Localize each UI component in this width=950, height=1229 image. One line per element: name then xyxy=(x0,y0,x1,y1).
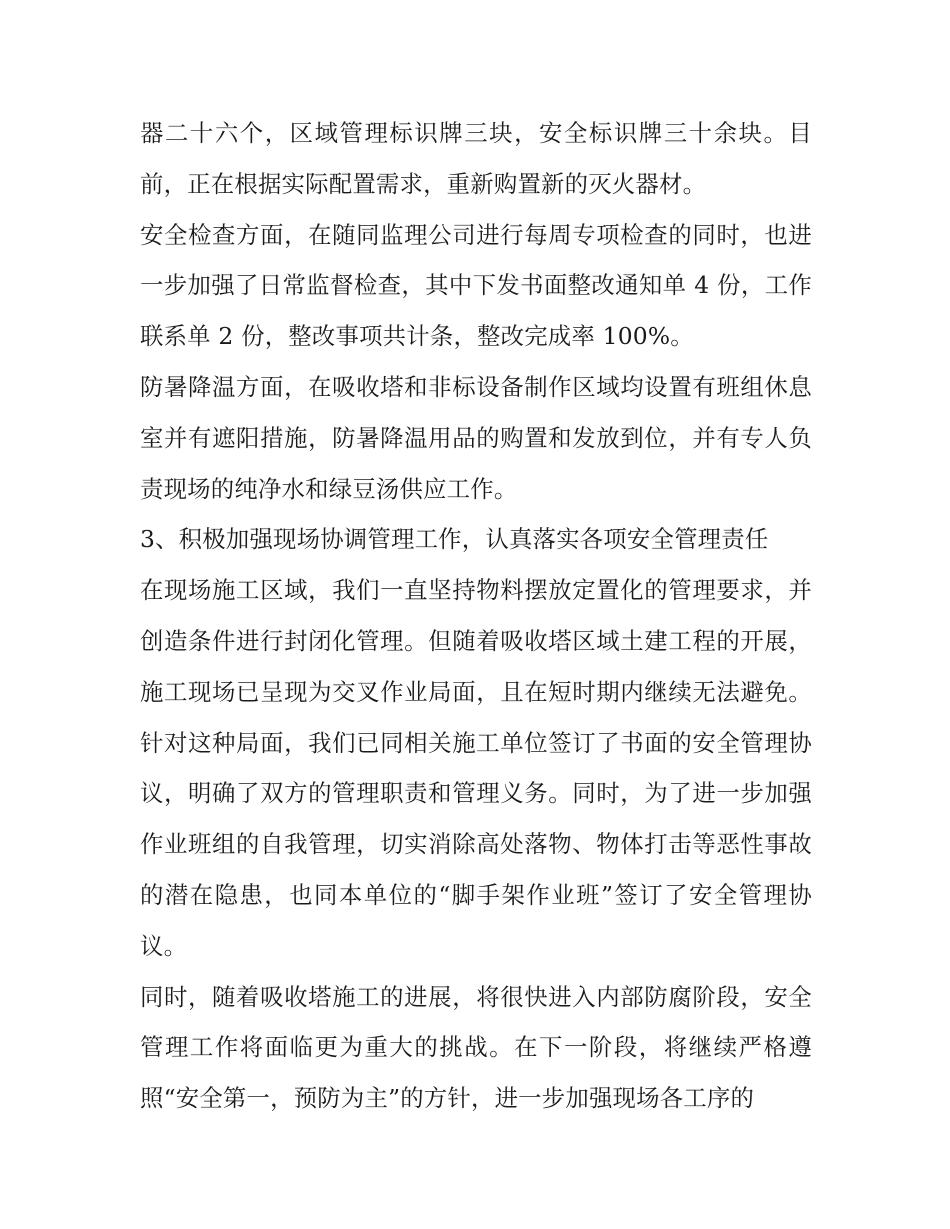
paragraph-next-stage: 同时，随着吸收塔施工的进展，将很快进入内部防腐阶段，安全管理工作将面临更为重大的挑战。在下一阶段，将继续严格遵照“安全第一，预防为主”的方针，进一步加强现场各工序的 xyxy=(140,982,812,1113)
paragraph-safety-inspection: 安全检查方面，在随同监理公司进行每周专项检查的同时，也进一步加强了日常监督检查，其中下发书面整改通知单 4 份，工作联系单 2 份，整改事项共计条，整改完成率 100%。 xyxy=(140,220,812,351)
paragraph-fire-equipment: 器二十六个，区域管理标识牌三块，安全标识牌三十余块。目前，正在根据实际配置需求，重新购置新的灭火器材。 xyxy=(140,119,812,198)
document-body xyxy=(140,108,812,1124)
section-heading-coordination: 3、积极加强现场协调管理工作，认真落实各项安全管理责任 xyxy=(140,525,769,554)
paragraph-site-management: 在现场施工区域，我们一直坚持物料摆放定置化的管理要求，并创造条件进行封闭化管理。但随着吸收塔区域土建工程的开展，施工现场已呈现为交叉作业局面，且在短时期内继续无法避免。针对这种局面，我们已同相关施工单位签订了书面的安全管理协议，明确了双方的管理职责和管理义务。同时，为了进一步加强作业班组的自我管理，切实消除高处落物、物体打击等恶性事故的潜在隐患，也同本单位的“脚手架作业班”签订了安全管理协议。 xyxy=(140,576,812,960)
paragraph-heat-prevention: 防暑降温方面，在吸收塔和非标设备制作区域均设置有班组休息室并有遮阳措施，防暑降温用品的购置和发放到位，并有专人负责现场的纯净水和绿豆汤供应工作。 xyxy=(140,372,812,503)
